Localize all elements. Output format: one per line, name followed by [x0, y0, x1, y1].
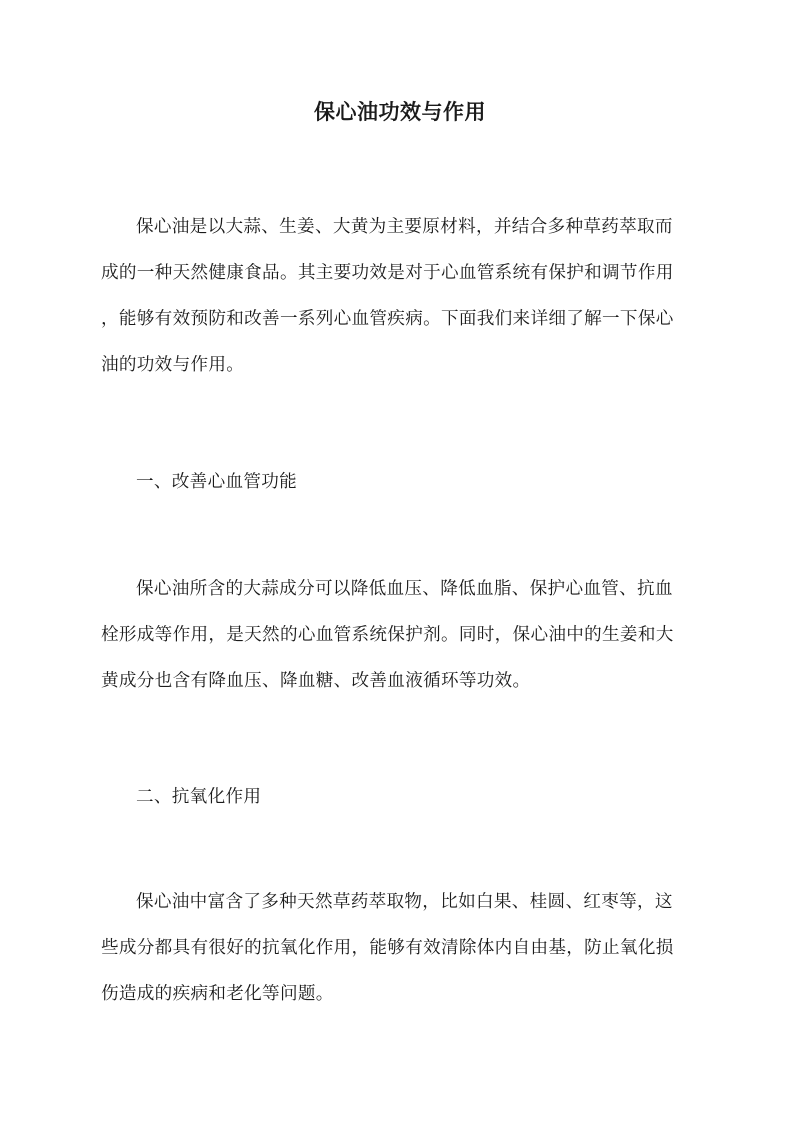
- section-heading-2: [101, 774, 701, 820]
- paragraph-line: 保心油所含的大蒜成分可以降低血压、降低血脂、保护心血管、抗血: [136, 579, 673, 599]
- paragraph-line: 成的一种天然健康食品。其主要功效是对于心血管系统有保护和调节作用: [101, 263, 674, 283]
- paragraph-line: 黄成分也含有降血压、降血糖、改善血液循环等功效。: [101, 671, 531, 691]
- paragraph-line: 保心油中富含了多种天然草药萃取物，比如白果、桂圆、红枣等，这: [136, 892, 673, 912]
- paragraph-line: 栓形成等作用，是天然的心血管系统保护剂。同时，保心油中的生姜和大: [101, 625, 674, 645]
- paragraph-line: 油的功效与作用。: [101, 355, 245, 375]
- section-heading-text: 一、改善心血管功能: [136, 472, 298, 492]
- paragraph-line: 些成分都具有很好的抗氧化作用，能够有效清除体内自由基，防止氧化损: [101, 938, 674, 958]
- paragraph-line: 保心油是以大蒜、生姜、大黄为主要原材料，并结合多种草药萃取而: [136, 217, 673, 237]
- intro-paragraph: [101, 204, 701, 388]
- paragraph-line: 伤造成的疾病和老化等问题。: [101, 984, 334, 1004]
- section-paragraph-1: [101, 566, 701, 704]
- paragraph-line: ，能够有效预防和改善一系列心血管疾病。下面我们来详细了解一下保心: [101, 309, 674, 329]
- page-title: 保心油功效与作用: [314, 99, 486, 124]
- section-heading-text: 二、抗氧化作用: [136, 787, 262, 807]
- section-paragraph-2: [101, 879, 701, 1017]
- section-heading-1: [101, 459, 701, 505]
